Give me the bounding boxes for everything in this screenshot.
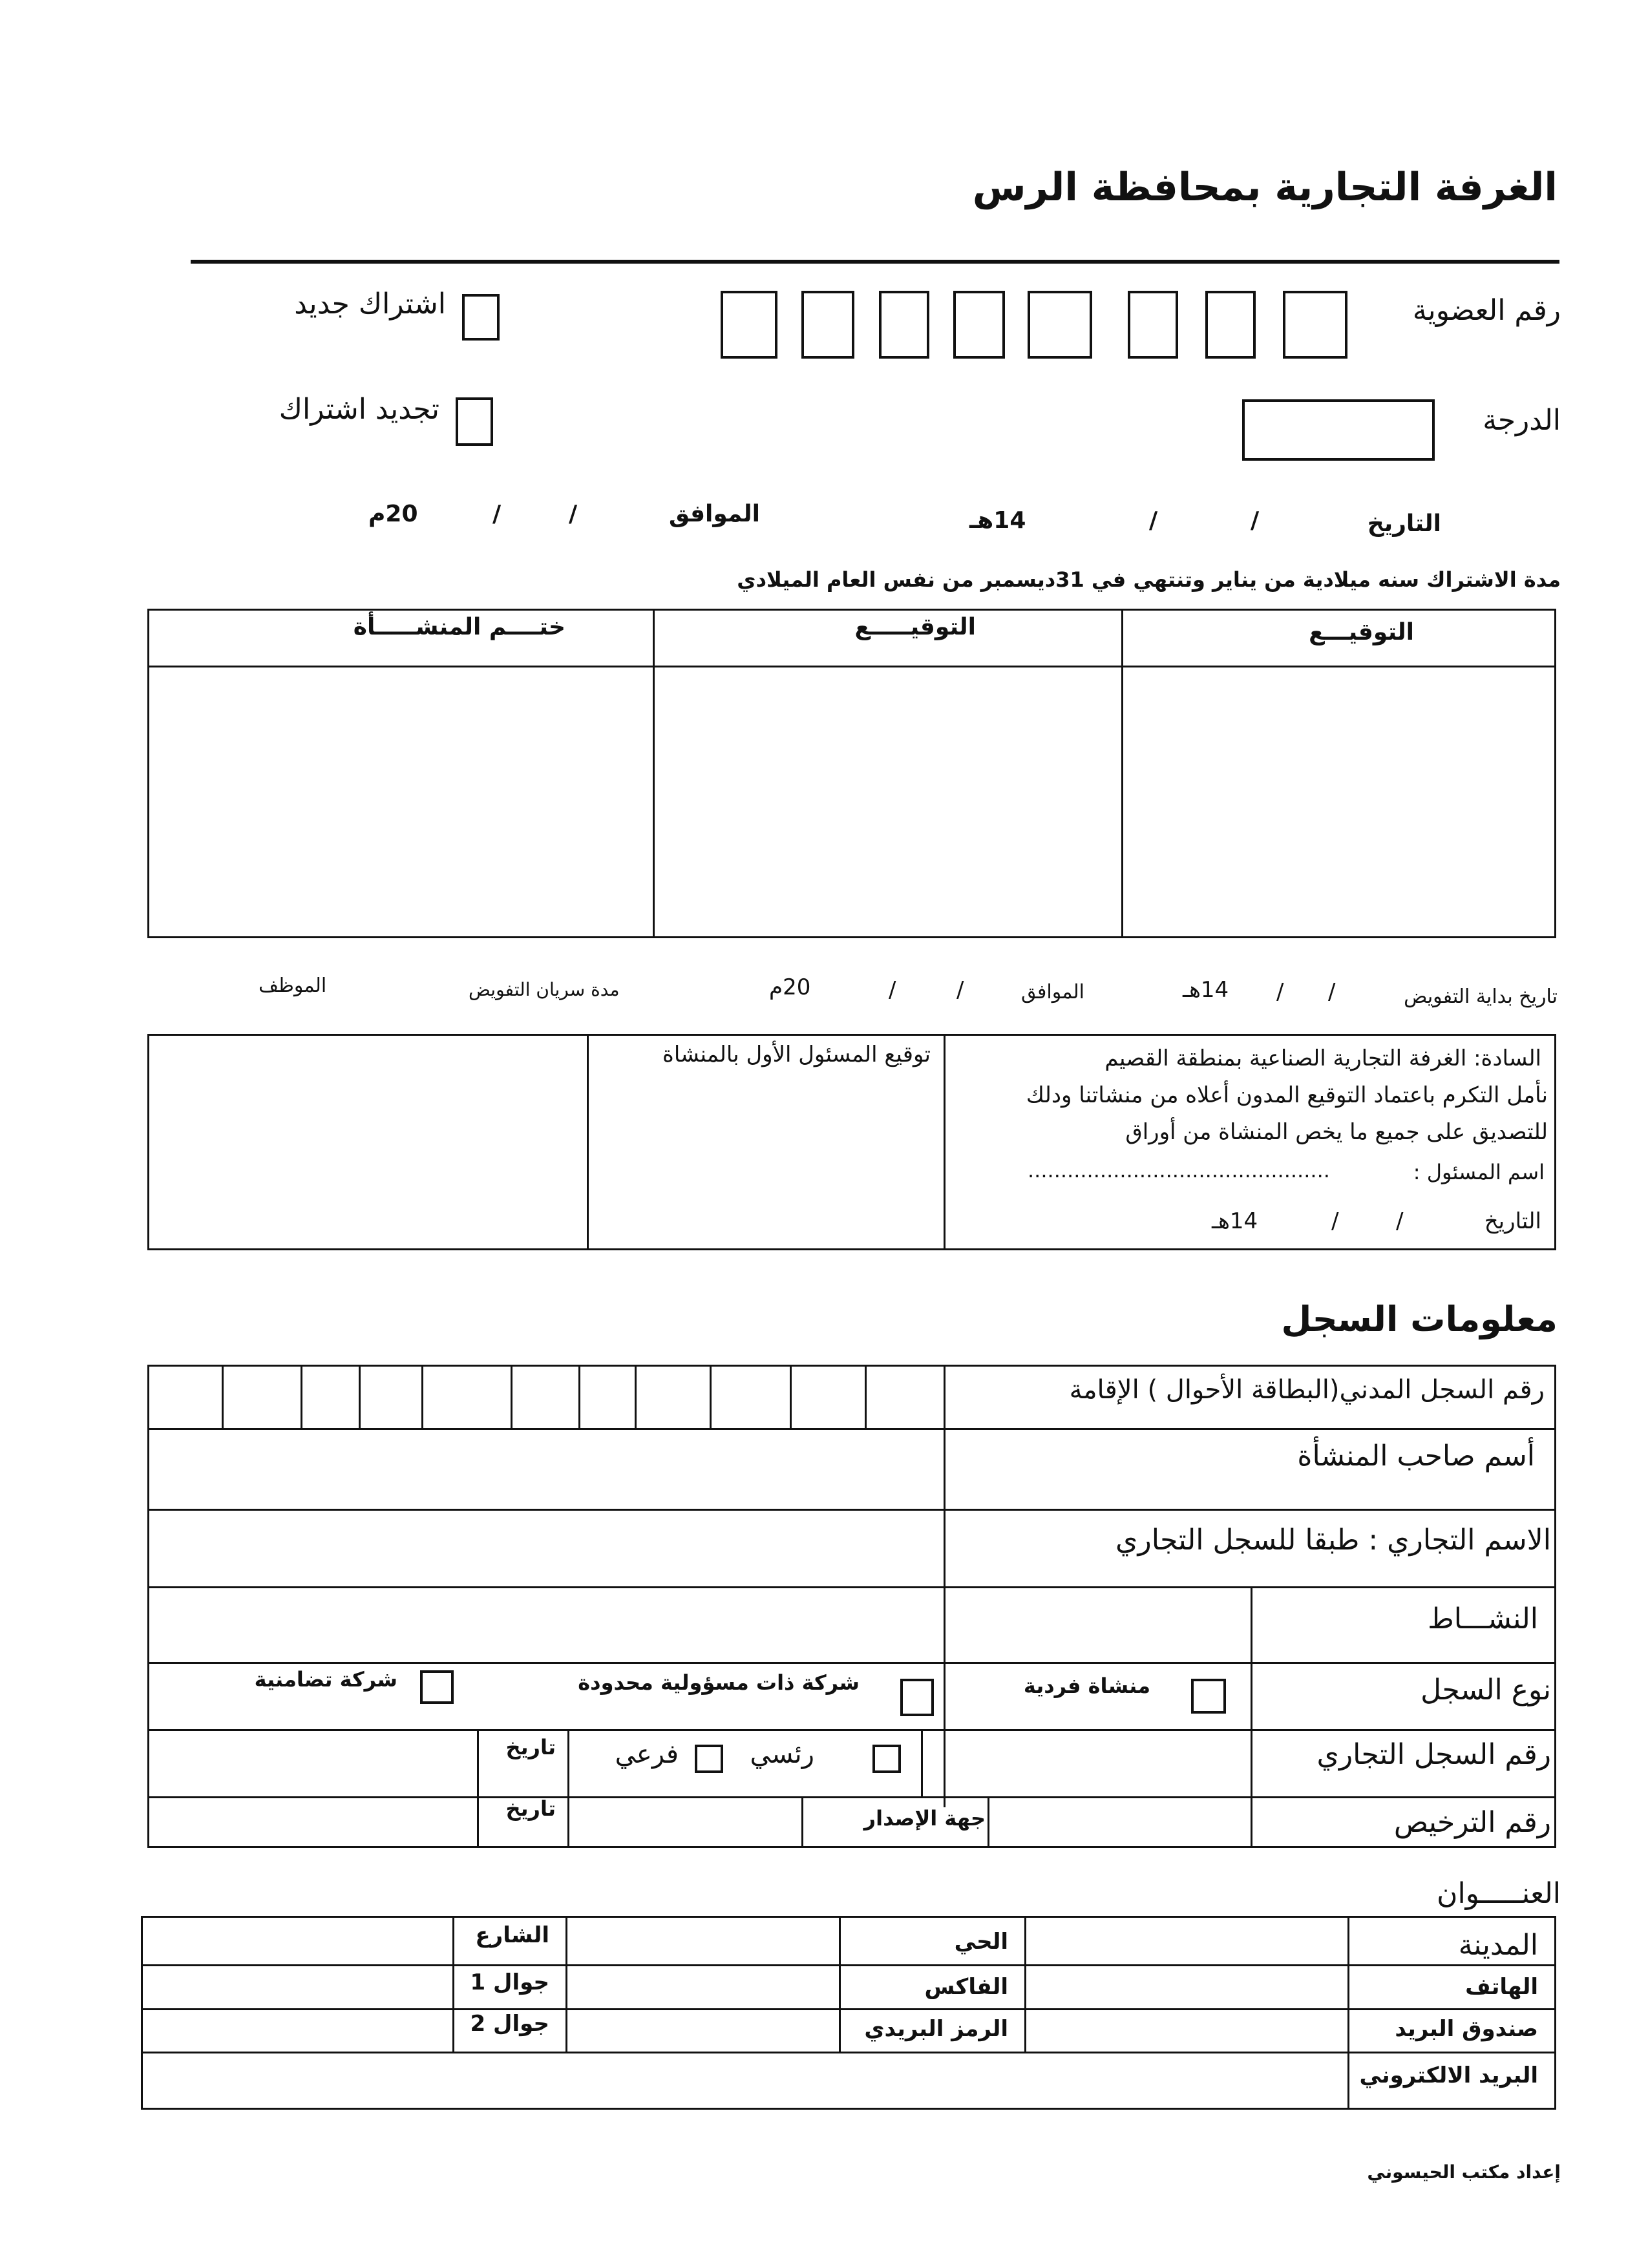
trade-name-label: الاسم التجاري : طبقا للسجل التجاري [1115,1524,1551,1557]
registry-row-line [147,1586,1556,1588]
registry-row-line [147,1428,1556,1430]
request-line-2: نأمل التكرم باعتماد التوقيع المدون أعلاه من منشاتنا ودلك [1026,1082,1548,1108]
district-input[interactable] [567,1918,838,1963]
mobile1-label: جوال 1 [470,1969,549,1995]
reg-type-label: نوع السجل [1421,1674,1551,1706]
officer-signature-field[interactable] [589,1076,943,1249]
subscription-note: مدة الاشتراك سنه ميلادية من يناير وتنتهي في 31ديسمبر من نفس العام الميلادي [737,567,1561,592]
authorization-slash: / [1328,979,1336,1005]
address-col-line [1347,1916,1349,2110]
license-label: رقم الترخيص [1393,1806,1551,1839]
signature-table-header-line [147,666,1556,667]
membership-digit-box[interactable] [953,291,1005,359]
new-subscription-checkbox[interactable] [462,294,500,341]
activity-label: النشـــاط [1428,1602,1538,1635]
signature-field[interactable] [1125,669,1554,937]
address-section-title: العنـــــوان [1437,1877,1561,1910]
renew-subscription-label: تجديد اشتراك [279,393,439,426]
city-label: المدينة [1458,1929,1538,1962]
owner-name-label: أسم صاحب المنشأة [1297,1440,1535,1473]
authorization-hijri-suffix: 14هـ [1183,977,1229,1003]
activity-col-line [1251,1588,1252,1848]
trade-name-input[interactable] [149,1511,943,1586]
main-branch-checkbox[interactable] [872,1745,901,1773]
request-date-label: التاريخ [1484,1208,1541,1234]
civil-id-input[interactable] [149,1366,943,1427]
signature-col-2: التوقيـــــع [854,614,976,640]
request-line-1: السادة: الغرفة التجارية الصناعية بمنطقة القصيم [1104,1045,1541,1071]
officer-signature-label: توقيع المسئول الأول بالمنشاة [662,1042,931,1067]
signature-table-divider [653,609,655,938]
date-slash: / [569,501,578,527]
header-divider [191,260,1559,264]
street-input[interactable] [143,1918,451,1963]
membership-digit-box[interactable] [1128,291,1178,359]
cr-number-input[interactable] [923,1731,1249,1796]
authorization-duration-label: مدة سريان التفويض [469,979,620,1000]
address-col-line [452,1916,454,2052]
stamp-field[interactable] [149,669,651,937]
employee-label: الموظف [259,974,327,997]
owner-name-input[interactable] [149,1431,943,1508]
district-label: الحي [954,1929,1008,1955]
authorization-corresp-label: الموافق [1021,981,1085,1003]
request-line-3: للتصديق على جميع ما يخص المنشاة من أوراق [1125,1119,1548,1145]
branch-label: فرعي [615,1739,679,1769]
date-greg-suffix: 20م [368,501,418,527]
grade-field[interactable] [1242,399,1435,461]
membership-digit-box[interactable] [801,291,854,359]
prepared-by-footer: إعداد مكتب الحيسوني [1367,2161,1561,2183]
fax-input[interactable] [567,1966,838,2007]
license-col-line [801,1796,803,1848]
date-slash: / [1149,507,1158,534]
officer-name-field[interactable]: .............................................. [1028,1158,1330,1182]
date-slash: / [1251,507,1260,534]
registry-section-title: معلومات السجل [1281,1299,1558,1339]
page-title: الغرفة التجارية بمحافظة الرس [972,165,1558,210]
request-box-divider [944,1034,945,1250]
cr-number-label: رقم السجل التجاري [1316,1738,1551,1771]
signature-field[interactable] [656,669,1120,937]
authorization-start-label: تاريخ بداية التفويض [1404,985,1558,1008]
date-corresp-label: الموافق [669,501,760,527]
address-col-line [839,1916,841,2052]
city-input[interactable] [1026,1918,1346,1963]
mobile1-input[interactable] [143,1966,451,2007]
license-date-input[interactable] [149,1798,476,1847]
postal-code-input[interactable] [567,2010,838,2050]
renew-subscription-checkbox[interactable] [456,397,493,446]
cr-date-input[interactable] [149,1731,476,1796]
membership-digit-box[interactable] [1028,291,1092,359]
llc-checkbox[interactable] [900,1679,934,1716]
partnership-label: شركة تضامنية [254,1667,397,1692]
membership-number-label: رقم العضوية [1412,294,1561,327]
mobile2-input[interactable] [143,2010,451,2050]
authorization-slash: / [1276,979,1284,1005]
membership-digit-box[interactable] [721,291,777,359]
authorization-greg-suffix: 20م [769,974,811,1000]
new-subscription-label: اشتراك جديد [294,288,446,320]
signature-col-3: ختــــم المنشـــــأة [353,614,565,640]
individual-label: منشاة فردية [1023,1674,1150,1698]
email-input[interactable] [143,2053,1346,2108]
mobile2-label: جوال 2 [470,2011,549,2037]
request-date-slash: / [1396,1208,1404,1234]
street-label: الشارع [475,1922,549,1948]
fax-label: الفاكس [924,1974,1008,2000]
phone-input[interactable] [1026,1966,1346,2007]
date-label: التاريخ [1367,510,1441,537]
phone-label: الهاتف [1465,1974,1538,2000]
email-label: البريد الالكتروني [1359,2063,1538,2088]
signature-col-1: التوقيـــع [1309,619,1414,646]
registry-row-line [147,1509,1556,1511]
membership-digit-box[interactable] [1205,291,1256,359]
activity-input[interactable] [149,1589,1249,1661]
sub-branch-checkbox[interactable] [695,1745,723,1773]
license-number-input[interactable] [989,1798,1249,1847]
pobox-label: صندوق البريد [1395,2016,1538,2042]
request-date-hijri-suffix: 14هـ [1212,1208,1258,1234]
authorization-slash: / [889,977,896,1003]
partnership-checkbox[interactable] [420,1670,454,1704]
membership-digit-box[interactable] [879,291,929,359]
request-date-slash: / [1331,1208,1339,1234]
issuer-label: جهة الإصدار [863,1806,986,1831]
cr-date-label: تاريخ [505,1735,556,1759]
date-hijri-suffix: 14هـ [969,507,1026,534]
llc-label: شركة ذات مسؤولية محدودة [578,1670,860,1695]
registry-row-line [147,1662,1556,1664]
cr-col-line [477,1729,479,1848]
issuer-input[interactable] [569,1798,800,1847]
grade-label: الدرجة [1483,404,1561,437]
officer-name-label: اسم المسئول : [1413,1160,1545,1184]
date-slash: / [492,501,502,527]
license-date-label: تاريخ [505,1796,556,1821]
civil-id-label: رقم السجل المدني(البطاقة الأحوال ) الإقامة [1069,1375,1545,1405]
signature-table-divider [1121,609,1123,938]
authorization-slash: / [956,977,964,1003]
request-box-empty-cell[interactable] [149,1036,586,1249]
pobox-input[interactable] [1026,2010,1346,2050]
main-label: رئسي [750,1739,814,1769]
postal-code-label: الرمز البريدي [864,2016,1008,2042]
membership-digit-box[interactable] [1283,291,1347,359]
individual-checkbox[interactable] [1191,1679,1226,1714]
